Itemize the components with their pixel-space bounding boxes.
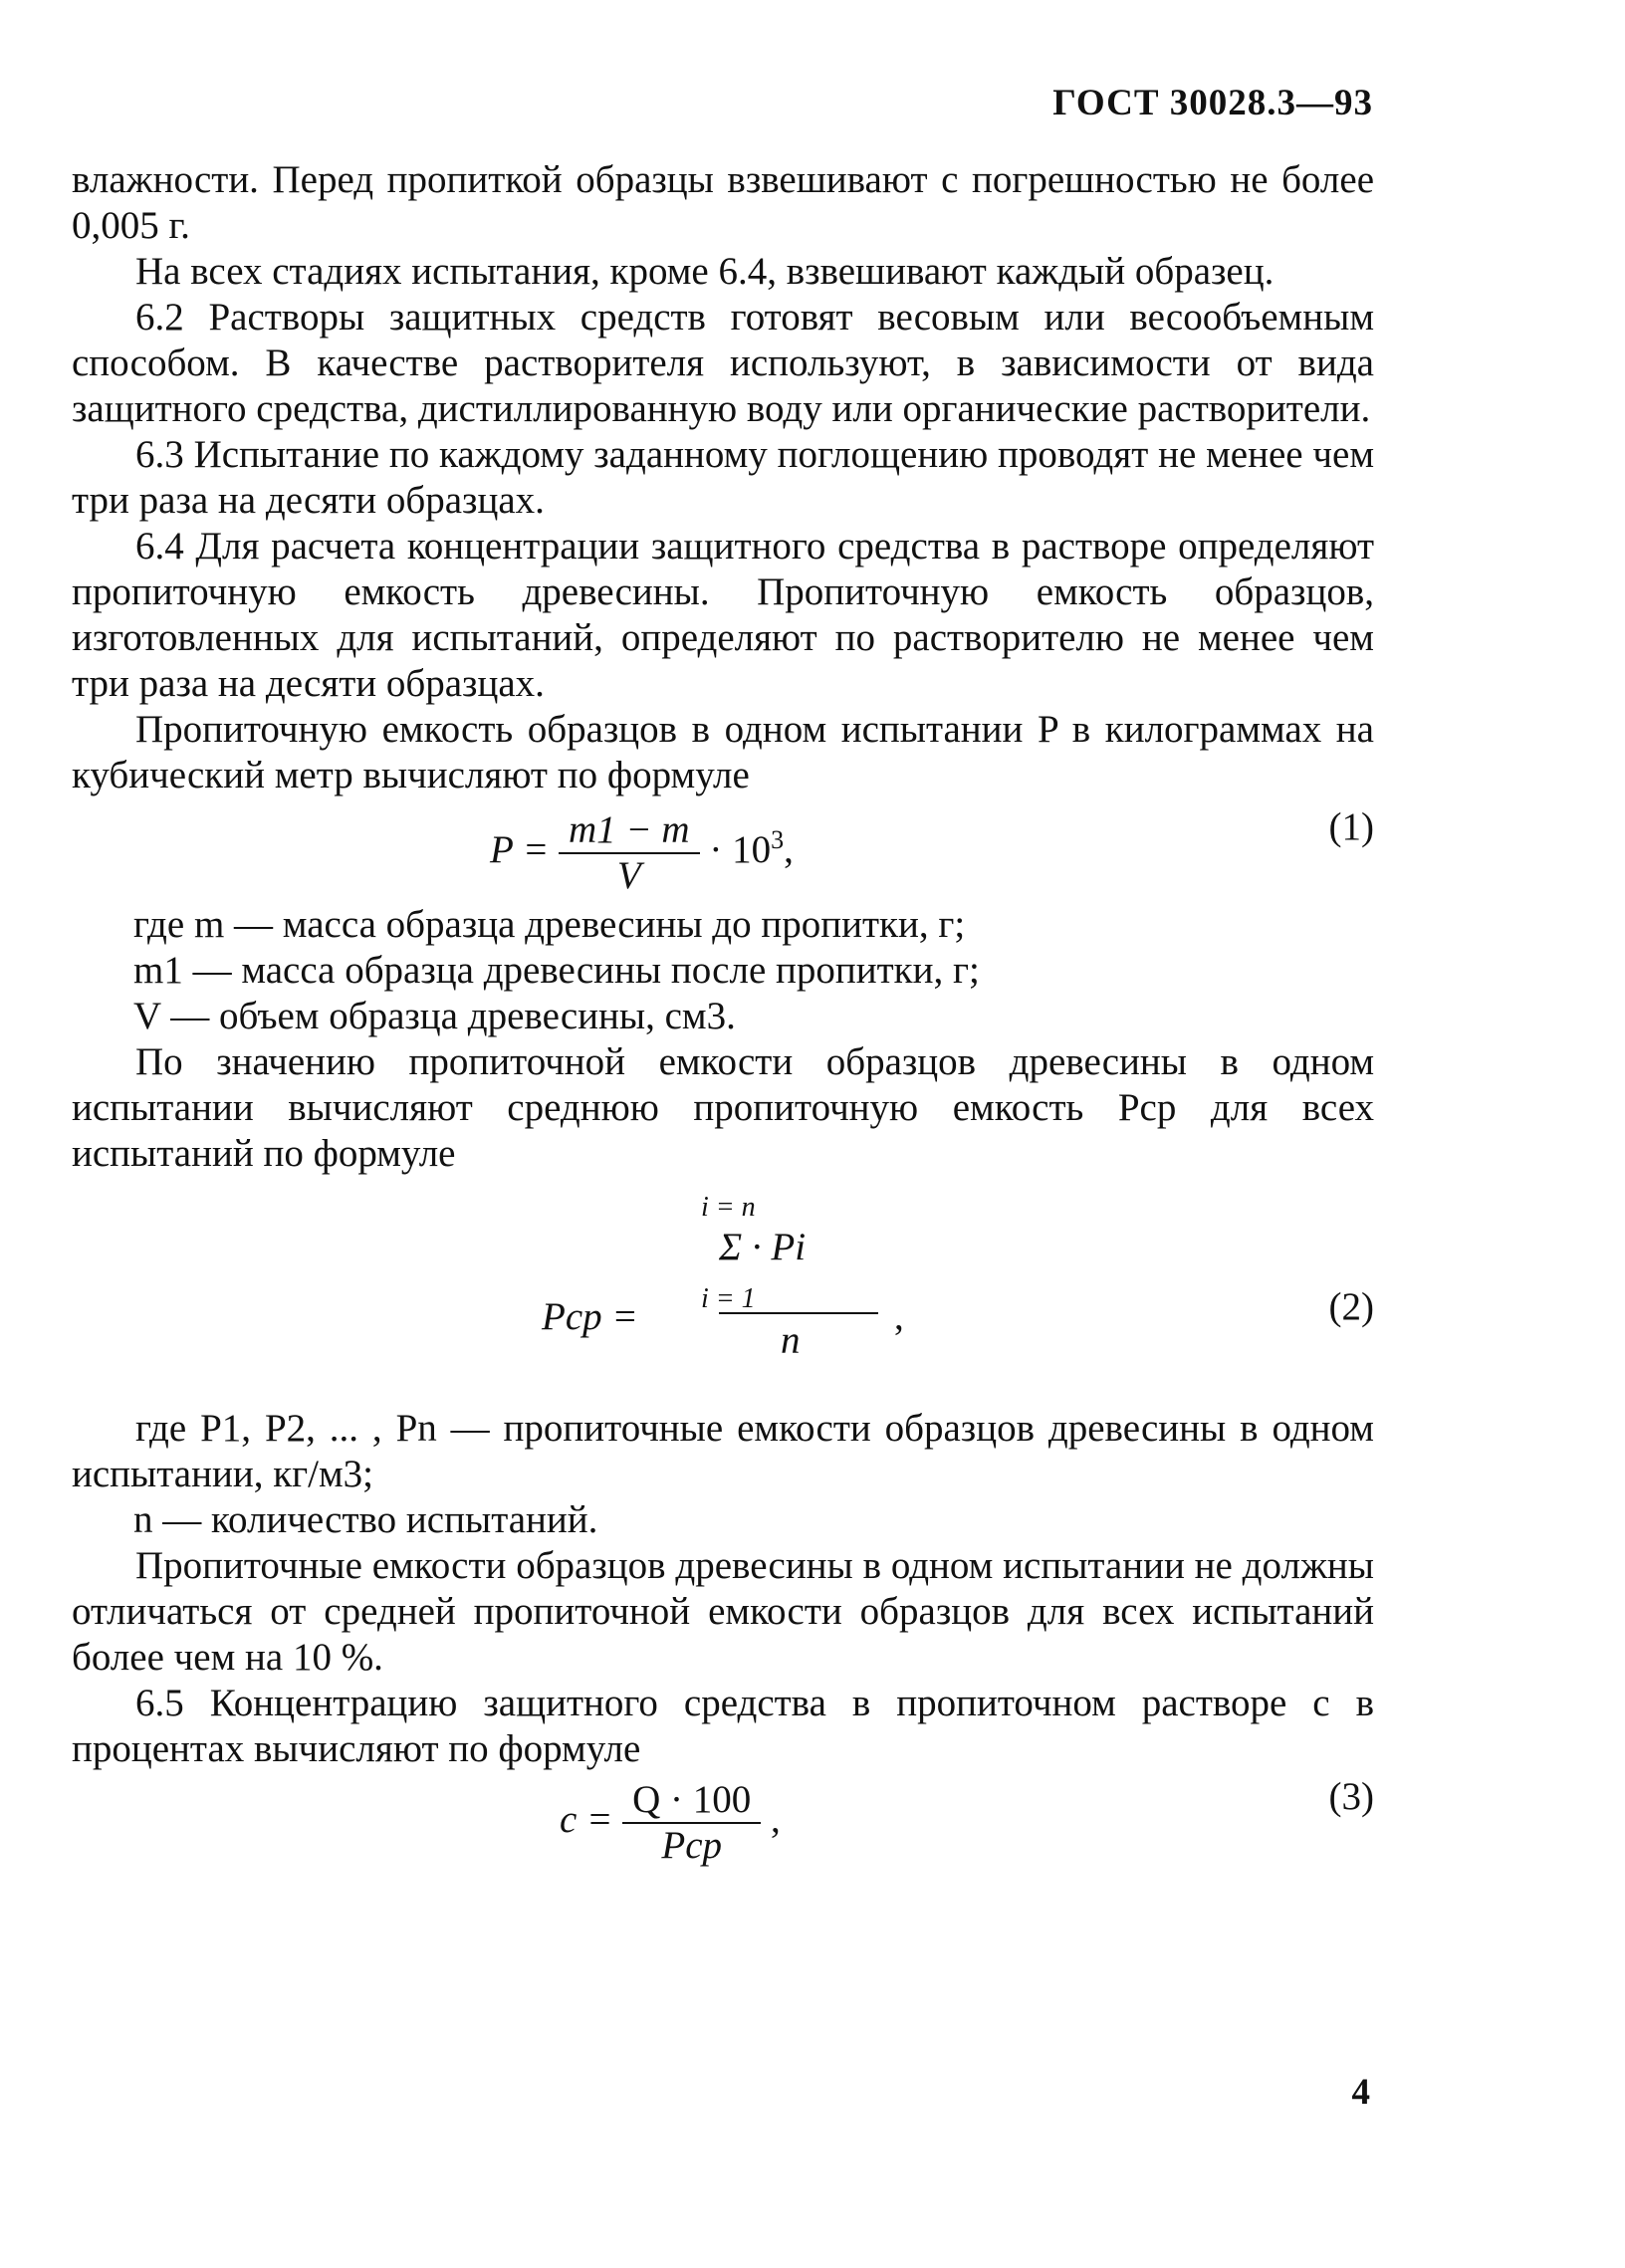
where-1-line-1: где m — масса образца древесины до пропитки, г; (133, 903, 966, 946)
formula-1-exponent: 3 (771, 824, 785, 854)
formula-1 (72, 798, 1374, 902)
formula-3-lhs: c = (560, 1797, 613, 1841)
formula-3-number: (3) (1328, 1775, 1374, 1818)
formula-3-denominator: Pср (661, 1824, 723, 1867)
where-2-line-2: n — количество испытаний. (133, 1498, 598, 1541)
formula-2 (72, 1177, 1374, 1406)
paragraph-6: Пропиточную емкость образцов в одном испытании P в килограммах на кубический метр вычисляют по формуле (72, 708, 1374, 796)
formula-3-numerator: Q · 100 (622, 1778, 761, 1824)
formula-1-lhs: P = (490, 827, 550, 871)
formula-1-denominator: V (616, 854, 641, 897)
paragraph-5: 6.4 Для расчета концентрации защитного средства в растворе определяют пропиточную емкость древесины. Пропиточную емкость образцов, изготовленных для испытаний, определяют по растворителю не менее чем три раза на десяти образцах. (72, 525, 1374, 705)
where-1-line-3: V — объем образца древесины, см3. (133, 995, 736, 1037)
page-header: ГОСТ 30028.3—93 (1052, 83, 1373, 123)
formula-1-tail: , (784, 827, 794, 871)
paragraph-4: 6.3 Испытание по каждому заданному поглощению проводят не менее чем три раза на десяти образцах. (72, 433, 1374, 522)
formula-2-sum: Σ · Pi (719, 1226, 807, 1268)
paragraph-7: По значению пропиточной емкости образцов древесины в одном испытании вычисляют среднюю пропиточную емкость Pср для всех испытаний по формуле (72, 1040, 1374, 1175)
formula-2-tail: , (894, 1295, 904, 1338)
formula-2-lhs: Pср = (542, 1295, 638, 1338)
paragraph-8: Пропиточные емкости образцов древесины в одном испытании не должны отличаться от средней пропиточной емкости образцов для всех испытаний более чем на 10 %. (72, 1544, 1374, 1679)
formula-3 (72, 1772, 1374, 1876)
formula-2-number: (2) (1328, 1285, 1374, 1328)
formula-1-numerator: m1 − m (559, 808, 700, 854)
formula-1-number: (1) (1328, 805, 1374, 848)
where-2-line-1: где P1, P2, ... , Pn — пропиточные емкости образцов древесины в одном испытании, кг/м3; (72, 1407, 1374, 1495)
body-text (72, 157, 1374, 1876)
formula-3-tail: , (771, 1797, 781, 1841)
formula-3-fraction (622, 1778, 761, 1868)
formula-2-denominator: n (781, 1319, 801, 1362)
formula-1-fraction (559, 808, 700, 898)
paragraph-3: 6.2 Растворы защитных средств готовят весовым или весообъемным способом. В качестве растворителя используют, в зависимости от вида защитного средства, дистиллированную воду или органические растворители. (72, 296, 1374, 430)
paragraph-9: 6.5 Концентрацию защитного средства в пропиточном растворе c в процентах вычисляют по формуле (72, 1682, 1374, 1770)
paragraph-1: влажности. Перед пропиткой образцы взвешивают с погрешностью не более 0,005 г. (72, 158, 1374, 247)
formula-1-rest: · 10 (709, 827, 772, 871)
where-1-line-2: m1 — масса образца древесины после пропитки, г; (133, 949, 980, 992)
formula-2-upper-limit: i = n (701, 1192, 756, 1223)
formula-2-lower-limit: i = 1 (701, 1283, 756, 1314)
paragraph-2: На всех стадиях испытания, кроме 6.4, взвешивают каждый образец. (135, 250, 1275, 293)
page-number: 4 (1351, 2072, 1370, 2113)
formula-2-fraction-bar (719, 1312, 878, 1314)
